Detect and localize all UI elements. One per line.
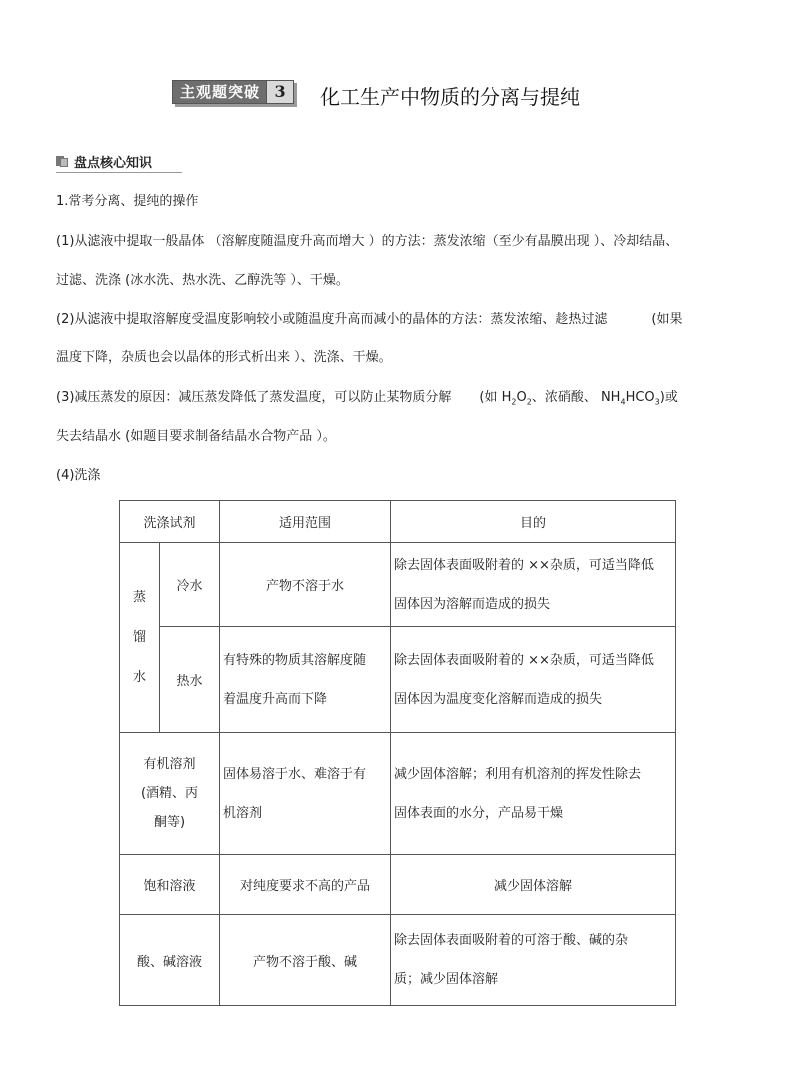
point-4-text-c: 、浓硝酸、 NH <box>531 390 621 405</box>
hot-purpose-line-2: 固体因为温度变化溶解而造成的损失 <box>394 691 603 707</box>
point-1-title: 1.常考分离、提纯的操作 <box>56 194 199 209</box>
point-4-text-a: (3)减压蒸发的原因：减压蒸发降低了蒸发温度，可以防止某物质分解 <box>56 390 452 405</box>
hot-water-scope <box>220 627 391 733</box>
saturated-purpose: 减少固体溶解 <box>391 855 676 915</box>
point-2-line-2: 过滤、洗涤 (冰水洗、热水洗、乙醇洗等 ）、干燥。 <box>56 273 349 288</box>
point-4-sub-3: 3 <box>654 397 660 407</box>
point-4-line-2: 失去结晶水 (如题目要求制备结晶水合物产品 ）。 <box>56 429 336 444</box>
table-row-saturated-solution <box>120 855 676 915</box>
point-4-text-d: )或 <box>659 390 678 405</box>
table-row-acid-base <box>120 915 676 1006</box>
point-4-sub-2: 2 <box>511 397 517 407</box>
organic-scope <box>220 733 391 855</box>
topic-badge <box>172 80 294 104</box>
point-3-text-b: (如果 <box>651 312 683 327</box>
hot-scope-line-2: 着温度升高而下降 <box>223 691 328 707</box>
organic-scope-line-1: 固体易溶于水、难溶于有 <box>223 766 367 782</box>
point-5-title: (4)洗涤 <box>56 468 101 483</box>
header-scope: 适用范围 <box>220 501 391 543</box>
hot-purpose-line-1: 除去固体表面吸附着的 ××杂质，可适当降低 <box>394 652 654 668</box>
badge-number: 3 <box>266 81 293 103</box>
point-4-line-1 <box>56 388 678 413</box>
topic-header <box>172 78 581 109</box>
hot-water-purpose <box>391 627 676 733</box>
organic-reagent-line-2: (酒精、丙 <box>140 786 199 801</box>
acid-base-purpose-line-2: 质；减少固体溶解 <box>394 972 499 987</box>
point-4-sub-4: 4 <box>620 397 626 407</box>
saturated-reagent: 饱和溶液 <box>120 855 220 915</box>
organic-reagent-line-1: 有机溶剂 <box>143 757 196 772</box>
cold-water-purpose <box>391 543 676 627</box>
distilled-char-2: 馏 <box>132 629 146 645</box>
header-purpose: 目的 <box>391 501 676 543</box>
cold-water-scope: 产物不溶于水 <box>220 543 391 627</box>
header-reagent: 洗涤试剂 <box>120 501 220 543</box>
organic-scope-line-2: 机溶剂 <box>223 805 263 821</box>
organic-reagent-line-3: 酮等) <box>153 815 186 830</box>
acid-base-scope: 产物不溶于酸、碱 <box>220 915 391 1006</box>
organic-purpose-line-1: 减少固体溶解；利用有机溶剂的挥发性除去 <box>394 766 642 782</box>
acid-base-purpose <box>391 915 676 1006</box>
table-row-hot-water <box>120 627 676 733</box>
section-title: 盘点核心知识 <box>74 155 153 171</box>
acid-base-purpose-line-1: 除去固体表面吸附着的可溶于酸、碱的杂 <box>394 933 629 948</box>
organic-purpose <box>391 733 676 855</box>
book-icon <box>56 155 68 167</box>
point-4-sub-2b: 2 <box>526 397 532 407</box>
distilled-water-label <box>120 543 160 733</box>
organic-purpose-line-2: 固体表面的水分，产品易干燥 <box>394 805 564 821</box>
distilled-char-3: 水 <box>132 669 146 685</box>
table-row-organic-solvent <box>120 733 676 855</box>
cold-purpose-line-1: 除去固体表面吸附着的 ××杂质，可适当降低 <box>394 557 654 573</box>
point-3-line-1 <box>56 310 683 330</box>
point-3-line-2: 温度下降，杂质也会以晶体的形式析出来 ）、洗涤、干燥。 <box>56 350 392 365</box>
hot-scope-line-1: 有特殊的物质其溶解度随 <box>223 652 367 668</box>
table-row-cold-water <box>120 543 676 627</box>
page-title: 化工生产中物质的分离与提纯 <box>320 84 581 109</box>
badge-label: 主观题突破 <box>180 83 261 101</box>
organic-reagent <box>120 733 220 855</box>
hot-water-reagent: 热水 <box>160 627 220 733</box>
point-3-text-a: (2)从滤液中提取溶解度受温度影响较小或随温度升高而减小的晶体的方法：蒸发浓缩、趁热过滤 <box>56 312 608 327</box>
point-4-text-b: (如 H <box>479 390 512 405</box>
point-4-hco: HCO <box>625 390 655 405</box>
acid-base-reagent: 酸、碱溶液 <box>120 915 220 1006</box>
saturated-scope: 对纯度要求不高的产品 <box>220 855 391 915</box>
point-2-line-1: (1)从滤液中提取一般晶体 （溶解度随温度升高而增大 ）的方法：蒸发浓缩（至少有晶膜出现 ）、冷却结晶、 <box>56 234 679 249</box>
distilled-char-1: 蒸 <box>132 589 146 605</box>
cold-water-reagent: 冷水 <box>160 543 220 627</box>
cold-purpose-line-2: 固体因为溶解而造成的损失 <box>394 596 551 612</box>
section-heading <box>56 150 182 173</box>
table-header-row <box>120 501 676 543</box>
washing-table <box>119 500 676 1006</box>
point-4-o: O <box>516 390 527 405</box>
